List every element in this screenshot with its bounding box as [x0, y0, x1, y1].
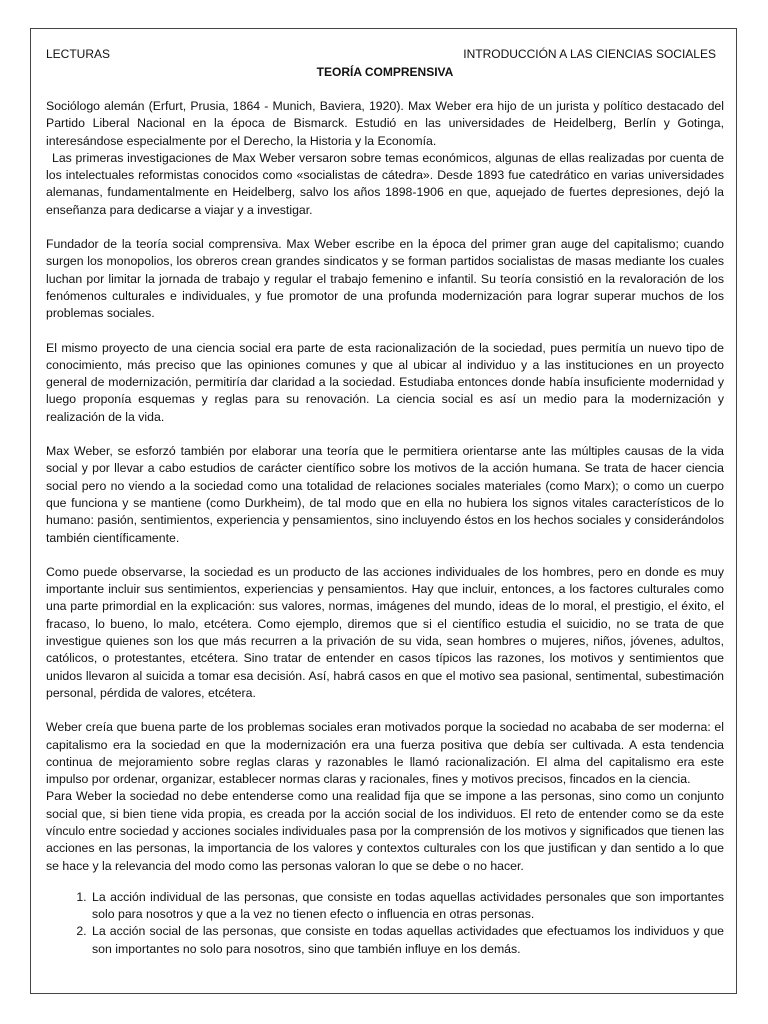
paragraph: Fundador de la teoría social comprensiva. Max Weber escribe en la época del primer gran auge del capitalismo; cuando surgen los monopolios, los obreros crean grandes sindicatos y se forman partidos socialistas de masas mediante los cuales luchan por limitar la jornada de trabajo y regular el trabajo femenino e infantil. Su teoría consistió en la revaloración de los fenómenos culturales e individuales, y fue promotor de una profunda modernización para lograr superar muchos de los problemas sociales. [46, 237, 724, 321]
paragraph: Weber creía que buena parte de los problemas sociales eran motivados porque la sociedad no acababa de ser moderna: el capitalismo era la sociedad en que la modernización era una fuerza positiva que debía ser cultivada. A esta tendencia continua de mejoramiento sobre reglas claras y razonables le llamó racionalización. El alma del capitalismo era este impulso por ordenar, organizar, establecer normas claras y racionales, fines y motivos precisos, fincados en la ciencia. [46, 720, 724, 787]
paragraph: Sociólogo alemán (Erfurt, Prusia, 1864 - Munich, Baviera, 1920). Max Weber era hijo de un jurista y político destacado del Partido Liberal Nacional en la época de Bismarck. Estudió en las universidades de Heidelberg, Berlín y Gotinga, interesándose especialmente por el Derecho, la Historia y la Economía. [46, 99, 724, 148]
paragraph: El mismo proyecto de una ciencia social era parte de esta racionalización de la sociedad, pues permitía un nuevo tipo de conocimiento, más preciso que las opiniones comunes y que al ubicar al individuo y a las instituciones en un proyecto general de modernización, permitiría dar claridad a la sociedad. Estudiaba entonces donde había insuficiente modernidad y luego proponía esquemas y reglas para su renovación. La ciencia social es así un medio para la modernización y realización de la vida. [46, 340, 724, 424]
list-item: 1. La acción individual de las personas, que consiste en todas aquellas actividades personales que son importantes solo para nosotros y que a la vez no tienen efecto o influencia en otras personas. [90, 889, 724, 924]
paragraph: Max Weber, se esforzó también por elaborar una teoría que le permitiera orientarse ante las múltiples causas de la vida social y por llevar a cabo estudios de carácter científico sobre los motivos de la acción humana. Se trata de hacer ciencia social pero no viendo a la sociedad como una totalidad de relaciones sociales materiales (como Marx); o como un cuerpo que funciona y se mantiene (como Durkheim), de tal modo que en ella no hubiera los signos vitales característicos de lo humano: pasión, sentimientos, experiencia y pensamientos, sino incluyendo éstos en los hechos sociales y considerándolos también científicamente. [46, 444, 724, 545]
list-item: 2. La acción social de las personas, que consiste en todas aquellas actividades que efectuamos los individuos y que son importantes no solo para nosotros, sino que también influye en los demás. [90, 923, 724, 958]
document-title: TEORÍA COMPRENSIVA [316, 65, 454, 79]
header-left-label: LECTURAS [46, 47, 111, 61]
paragraph: Para Weber la sociedad no debe entenderse como una realidad fija que se impone a las personas, sino como un conjunto social que, si bien tiene vida propia, es creada por la acción social de los individuos. El reto de entender como se da este vínculo entre sociedad y acciones sociales individuales pasa por la comprensión de los motivos y significados que tienen las acciones en las personas, la importancia de los valores y contextos culturales con los que justifican y dan sentido a lo que se hace y la relevancia del modo como las personas valoran lo que se debe o no hacer. [46, 789, 724, 873]
paragraph: Como puede observarse, la sociedad es un producto de las acciones individuales de los hombres, pero en donde es muy importante incluir sus sentimientos, experiencias y pensamientos. Hay que incluir, entonces, a los factores culturales como una parte primordial en la explicación: sus valores, normas, imágenes del mundo, ideas de lo moral, el prestigio, el éxito, el fracaso, lo bueno, lo malo, etcétera. Como ejemplo, diremos que si el científico estudia el suicidio, no se trata de que investigue quienes son los que más recurren a la privación de su vida, sean hombres o mujeres, niños, jóvenes, adultos, católicos, o protestantes, etcétera. Sino tratar de entender en casos típicos las razones, los motivos y sentimientos que unidos llevaron al suicida a tomar esa decisión. Así, habrá casos en que el motivo sea pasional, sentimental, subestimación personal, pérdida de valores, etcétera. [46, 564, 724, 700]
numbered-list [46, 889, 724, 958]
paragraph: Las primeras investigaciones de Max Weber versaron sobre temas económicos, algunas de ellas realizadas por cuenta de los intelectuales reformistas conocidos como «socialistas de cátedra». Desde 1893 fue catedrático en varias universidades alemanas, fundamentalmente en Heidelberg, salvo los años 1898-1906 en que, aquejado de fuertes depresiones, dejó la enseñanza para dedicarse a viajar y a investigar. [46, 150, 724, 217]
document-body [46, 46, 724, 958]
header-right-label: INTRODUCCIÓN A LAS CIENCIAS SOCIALES [463, 47, 716, 61]
document-header [46, 46, 724, 62]
